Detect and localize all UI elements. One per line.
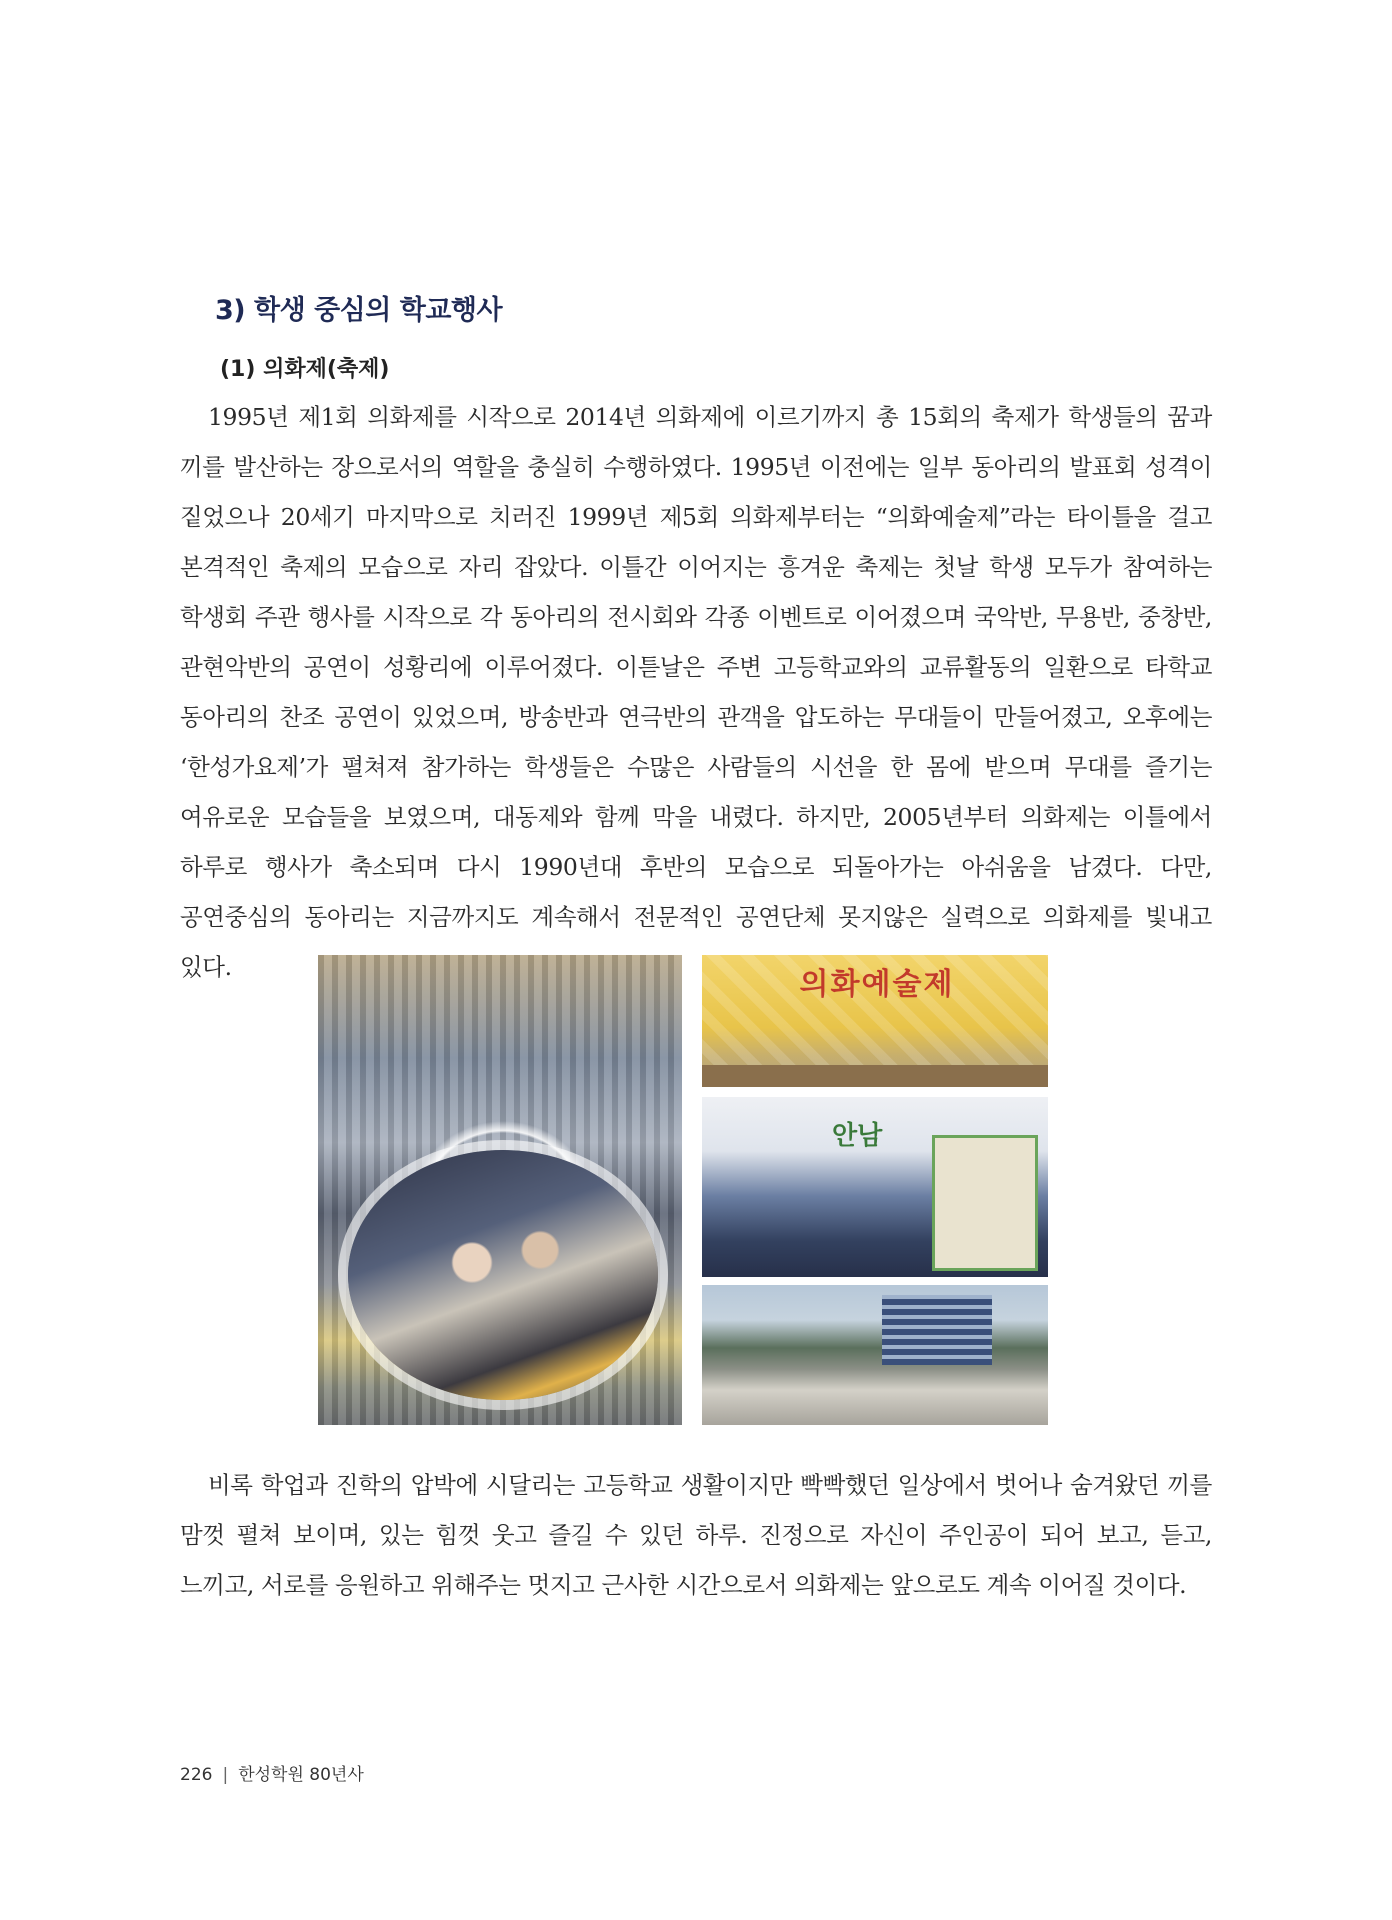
body-paragraph-1: 1995년 제1회 의화제를 시작으로 2014년 의화제에 이르기까지 총 15회의 축제가 학생들의 꿈과 끼를 발산하는 장으로서의 역할을 충실히 수행하였다. 1995년 이전에는 일부 동아리의 발표회 성격이 짙었으나 20세기 마지막으로 치러진 1999년 제5회 의화제부터는 “의화예술제”라는 타이틀을 걸고 본격적인 축제의 모습으로 자리 잡았다. 이틀간 이어지는 흥겨운 축제는 첫날 학생 모두가 참여하는 학생회 주관 행사를 시작으로 각 동아리의 전시회와 각종 이벤트로 이어졌으며 국악반, 무용반, 중창반, 관현악반의 공연이 성황리에 이루어졌다. 이튿날은 주변 고등학교와의 교류활동의 일환으로 타학교 동아리의 찬조 공연이 있었으며, 방송반과 연극반의 관객을 압도하는 무대들이 만들어졌고, 오후에는 ‘한성가요제’가 펼쳐져 참가하는 학생들은 수많은 사람들의 시선을 한 몸에 받으며 무대를 즐기는 여유로운 모습들을 보였으며, 대동제와 함께 막을 내렸다. 하지만, 2005년부터 의화제는 이틀에서 하루로 행사가 축소되며 다시 1990년대 후반의 모습으로 되돌아가는 아쉬움을 남겼다. 다만, 공연중심의 동아리는 지금까지도 계속해서 전문적인 공연단체 못지않은 실력으로 의화제를 빛내고 있다. [180,403,1212,981]
festival-banner: 의화예술제 [799,967,955,1002]
stage-floor [702,1065,1048,1087]
stage-ceremony-photo [702,955,1048,1087]
exhibition-sign: 안남 [832,1121,883,1151]
body-paragraph-2: 비록 학업과 진학의 압박에 시달리는 고등학교 생활이지만 빡빡했던 일상에서 벗어나 숨겨왔던 끼를 맘껏 펼쳐 보이며, 있는 힘껏 웃고 즐길 수 있던 하루. 진정으로 자신이 주인공이 되어 보고, 듣고, 느끼고, 서로를 응원하고 위해주는 멋지고 근사한 시간으로서 의화제는 앞으로도 계속 이어질 것이다. [180,1471,1212,1599]
exhibition-students-photo [702,1097,1048,1277]
notice-board [932,1135,1038,1271]
book-title: 한성학원 80년사 [238,1765,364,1785]
subsection-title: (1) 의화제(축제) [220,357,390,382]
festival-collage-photo [318,955,682,1425]
page-footer [180,1760,364,1785]
school-building [882,1295,992,1365]
footer-separator: | [222,1765,229,1785]
schoolyard-event-photo [702,1285,1048,1425]
science-exhibit-inset-photo [348,1150,658,1400]
page-number: 226 [180,1765,213,1785]
section-title: 3) 학생 중심의 학교행사 [215,295,503,326]
